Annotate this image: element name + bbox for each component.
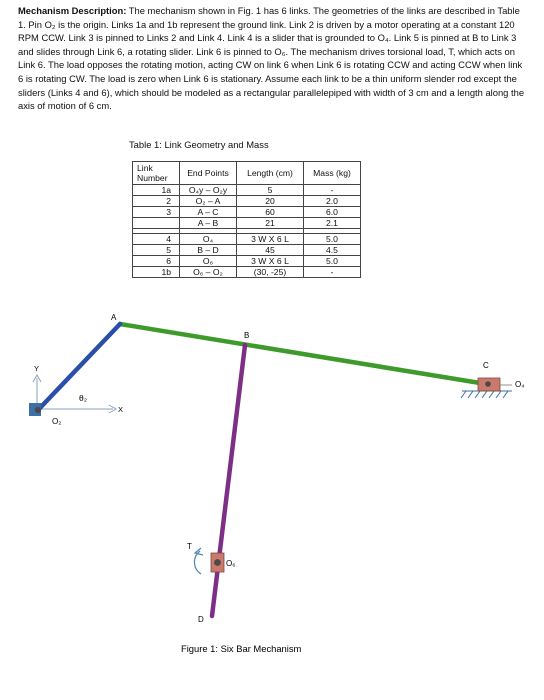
cell-end-points: O₆ – O₂ [180, 267, 237, 278]
header-end-points: End Points [180, 162, 237, 185]
cell-mass: 5.0 [304, 256, 361, 267]
header-link-number: Link Number [133, 162, 180, 185]
y-axis-label: Y [34, 364, 40, 373]
cell-end-points: O₆ [180, 256, 237, 267]
cell-link: 5 [133, 245, 180, 256]
cell-link: 1b [133, 267, 180, 278]
cell-end-points: O₄y – O₂y [180, 185, 237, 196]
o2-label: O₂ [52, 417, 62, 426]
cell-mass: - [304, 267, 361, 278]
theta-2-label: θ₂ [79, 393, 88, 403]
header-length: Length (cm) [237, 162, 304, 185]
cell-mass: - [304, 185, 361, 196]
o2-pin [35, 407, 41, 413]
cell-length: 45 [237, 245, 304, 256]
cell-length: 60 [237, 207, 304, 218]
o4-ground-hatch [461, 391, 508, 398]
torque-t-label: T [187, 542, 192, 551]
o4-label: O₄ [515, 380, 525, 389]
cell-length: 3 W X 6 L [237, 256, 304, 267]
cell-mass: 5.0 [304, 234, 361, 245]
x-axis-label: X [118, 405, 124, 414]
cell-link: 4 [133, 234, 180, 245]
point-c-label: C [483, 361, 489, 370]
point-a-label: A [111, 313, 117, 322]
cell-length: 3 W X 6 L [237, 234, 304, 245]
cell-end-points: A – B [180, 218, 237, 229]
cell-length: 5 [237, 185, 304, 196]
cell-length: 20 [237, 196, 304, 207]
o6-label: O₆ [226, 559, 236, 568]
cell-length: 21 [237, 218, 304, 229]
point-b-label: B [244, 331, 250, 340]
figure-caption: Figure 1: Six Bar Mechanism [181, 643, 302, 654]
cell-link: 3 [133, 207, 180, 218]
cell-end-points: A – C [180, 207, 237, 218]
link-5 [212, 345, 245, 616]
cell-end-points: O₂ – A [180, 196, 237, 207]
o4-pin [485, 381, 491, 387]
o2-ground-pivot [29, 403, 41, 416]
cell-link: 1a [133, 185, 180, 196]
table-caption: Table 1: Link Geometry and Mass [129, 139, 269, 150]
cell-length: (30, -25) [237, 267, 304, 278]
cell-mass: 2.1 [304, 218, 361, 229]
description-lead: Mechanism Description: [18, 5, 127, 16]
description-body: The mechanism shown in Fig. 1 has 6 links. The geometries of the links are described in Table 1. Pin O₂ is the origin. Links 1a and 1b represent the ground link. Link 2 is driven by a motor operating at a constant 120 RPM CCW. Link 3 is pinned to Links 2 and Link 4. Link 4 is a slider that is grounded to O₄. Link 5 is pinned at B to Link 3 and slides through Link 6, a rotating slider. Link 6 is pinned to O₆. The mechanism drives torsional load, T, which acts on Link 6. The load opposes the rotating motion, acting CW on link 6 when Link 6 is rotating CCW and acting CCW when link 6 is rotating CW. The load is zero when Link 6 is stationary. Assume each link to be a thin uniform slender rod except the sliders (Links 4 and 6), which should be modeled as a rectangular parallelepiped with width of 3 cm and a length along the axis of motion of 6 cm. [18, 5, 525, 112]
cell-link: 2 [133, 196, 180, 207]
cell-link: 6 [133, 256, 180, 267]
cell-mass: 2.0 [304, 196, 361, 207]
cell-end-points: O₄ [180, 234, 237, 245]
o6-pin [214, 559, 221, 566]
header-mass: Mass (kg) [304, 162, 361, 185]
axes [33, 375, 116, 413]
cell-mass: 4.5 [304, 245, 361, 256]
cell-mass: 6.0 [304, 207, 361, 218]
cell-end-points: B – D [180, 245, 237, 256]
point-d-label: D [198, 615, 204, 624]
link-3 [120, 324, 486, 384]
